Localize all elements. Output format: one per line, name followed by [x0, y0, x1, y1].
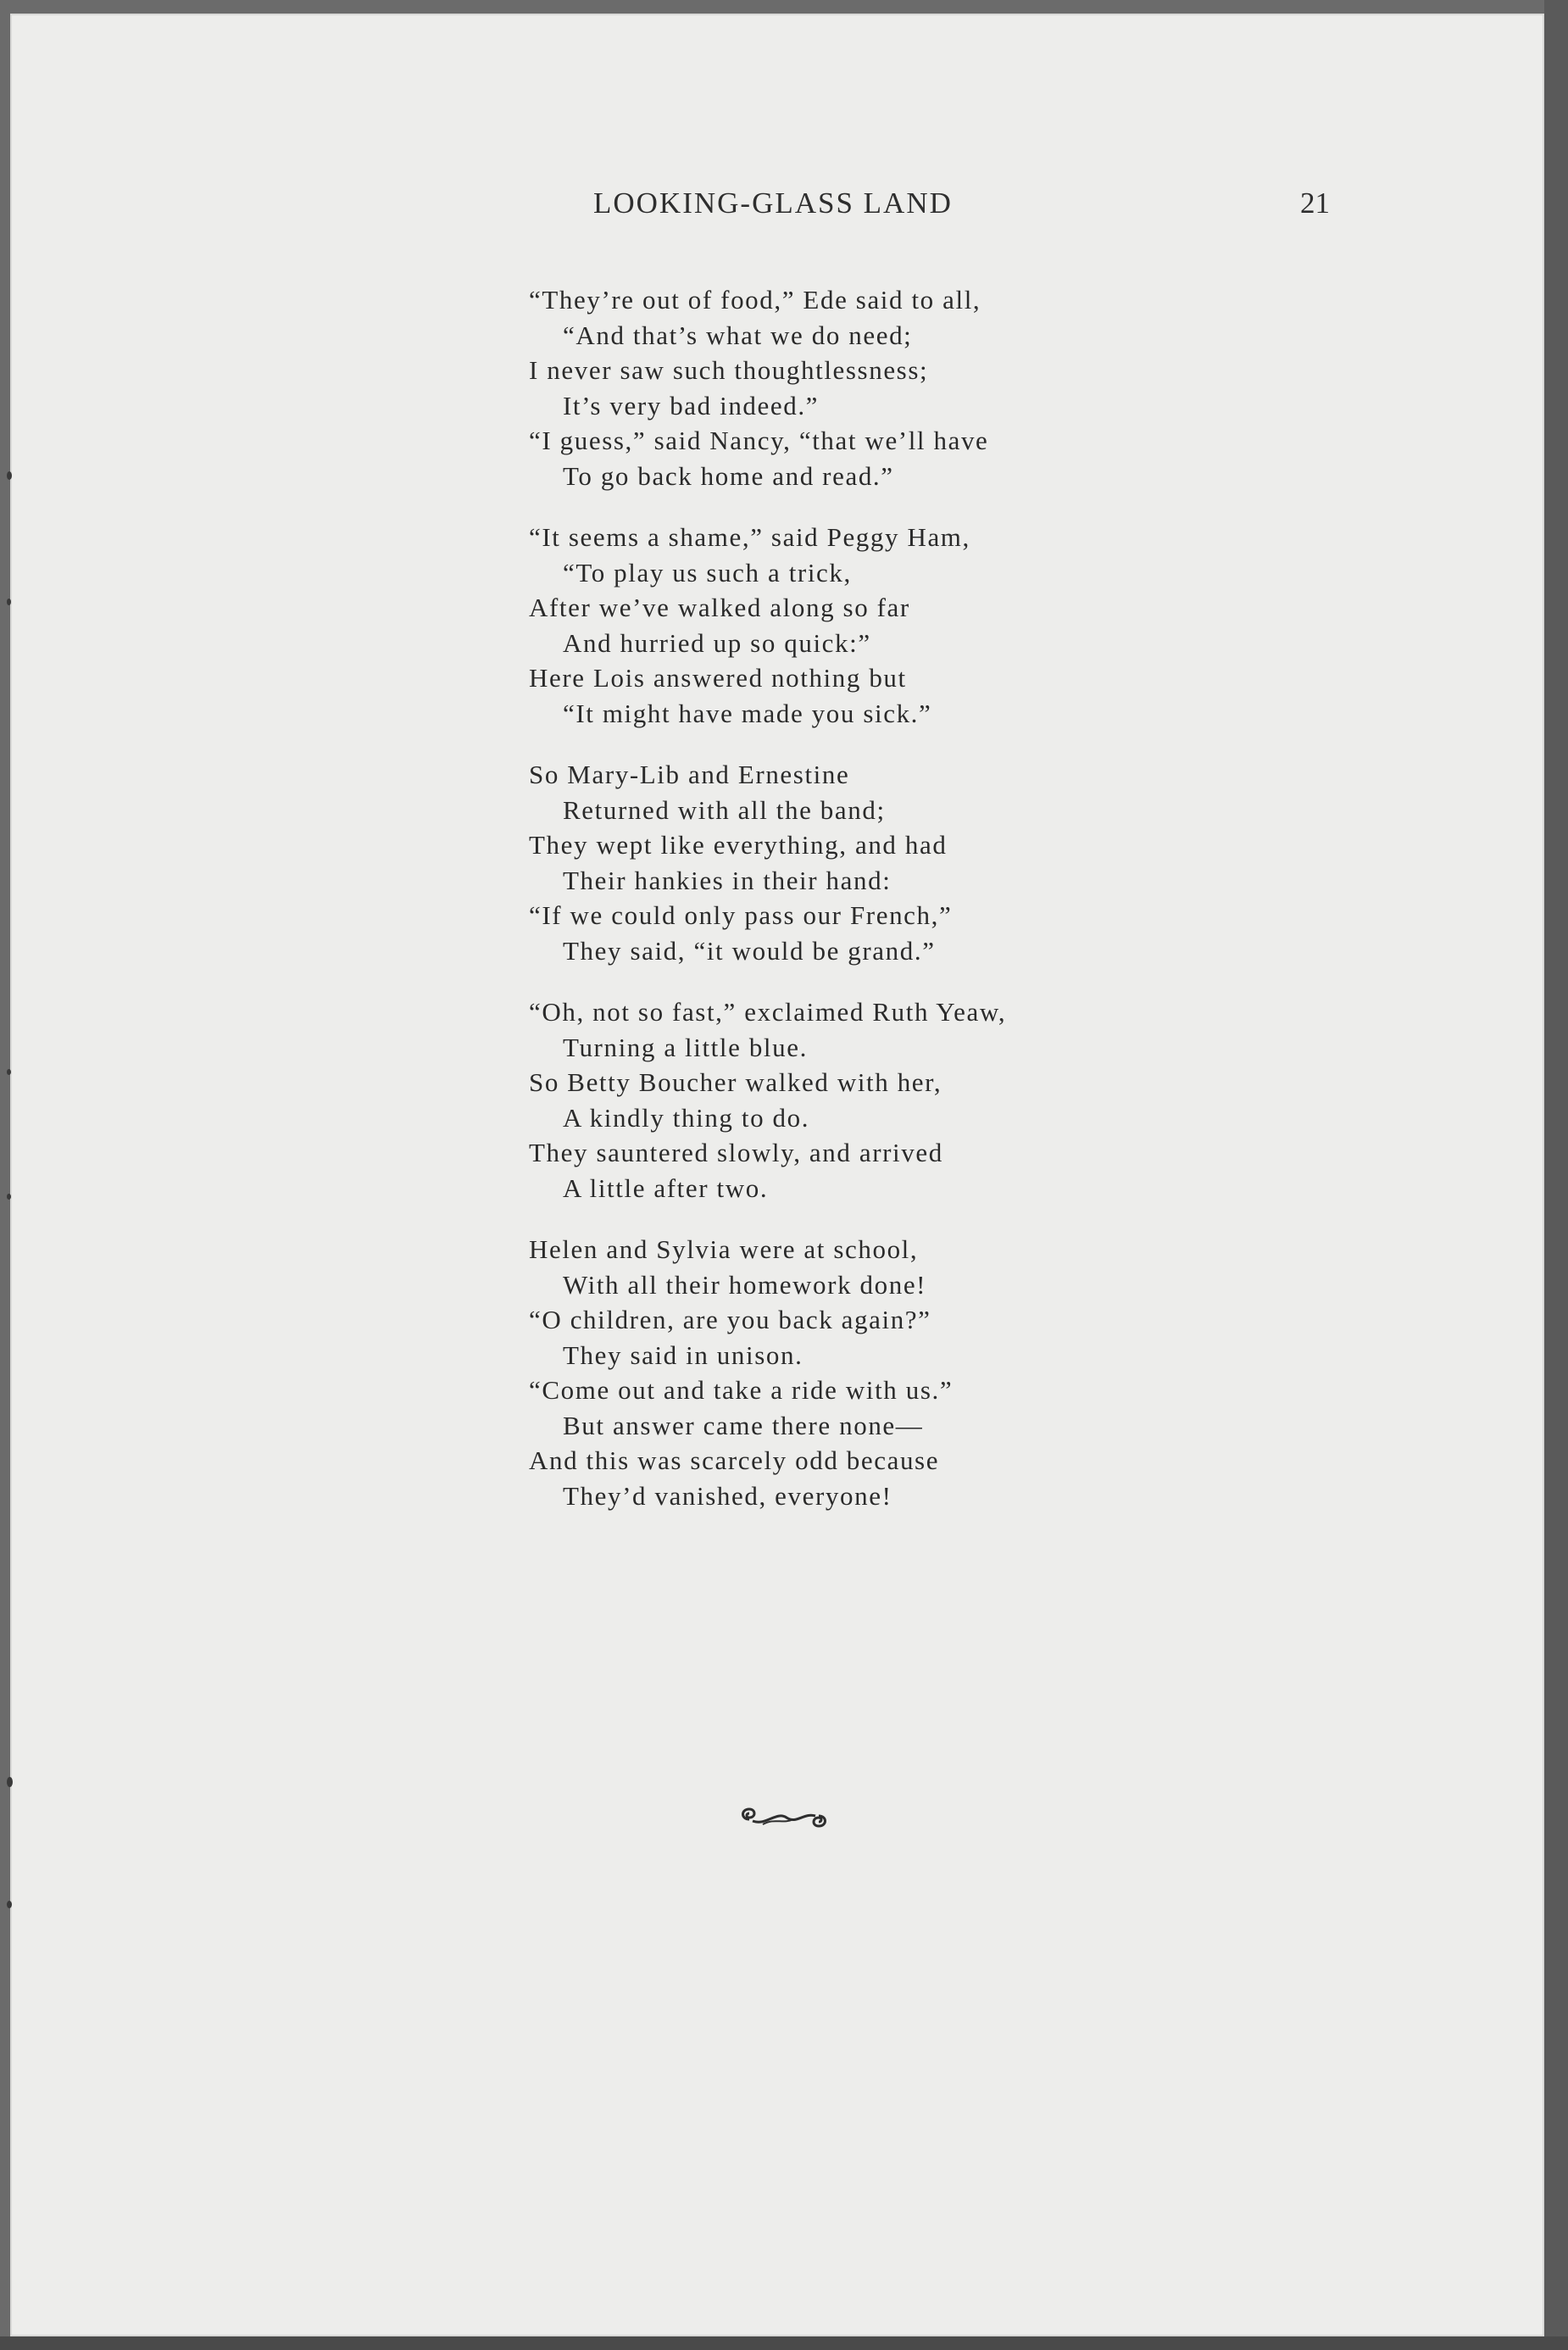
- page-number: 21: [1300, 187, 1330, 220]
- poem-line: “They’re out of food,” Ede said to all,: [529, 285, 981, 315]
- poem-line: Here Lois answered nothing but: [529, 663, 907, 693]
- scroll-flourish-icon: [737, 1801, 831, 1835]
- poem-line: And hurried up so quick:”: [563, 627, 871, 658]
- poem-line: And this was scarcely odd because: [529, 1445, 940, 1475]
- poem-line: So Mary-Lib and Ernestine: [529, 760, 850, 789]
- poem-line: “Oh, not so fast,” exclaimed Ruth Yeaw,: [529, 997, 1007, 1027]
- poem-line: I never saw such thoughtlessness;: [529, 355, 929, 385]
- poem-line: After we’ve walked along so far: [529, 593, 910, 622]
- poem-line: Turning a little blue.: [563, 1032, 808, 1062]
- stanza-1: [529, 282, 1173, 493]
- running-title: LOOKING-GLASS LAND: [593, 187, 953, 220]
- poem-line: “If we could only pass our French,”: [529, 900, 953, 930]
- poem-line: They wept like everything, and had: [529, 830, 948, 860]
- poem-line: To go back home and read.”: [563, 460, 894, 491]
- poem-line: They’d vanished, everyone!: [563, 1480, 892, 1511]
- stanza-3: [529, 757, 1173, 968]
- binding-mark: [7, 599, 11, 605]
- poem: [529, 282, 1173, 1540]
- stanza-4: [529, 994, 1173, 1206]
- poem-line: They sauntered slowly, and arrived: [529, 1138, 943, 1167]
- scan-border-right: [1544, 0, 1568, 2350]
- poem-line: “And that’s what we do need;: [563, 320, 913, 350]
- stanza-2: [529, 520, 1173, 731]
- poem-line: Their hankies in their hand:: [563, 865, 892, 895]
- poem-line: “O children, are you back again?”: [529, 1305, 931, 1334]
- poem-line: It’s very bad indeed.”: [563, 390, 820, 420]
- poem-line: They said, “it would be grand.”: [563, 935, 936, 966]
- poem-line: “I guess,” said Nancy, “that we’ll have: [529, 426, 989, 455]
- poem-line: So Betty Boucher walked with her,: [529, 1067, 942, 1097]
- binding-mark: [7, 1777, 13, 1787]
- poem-line: A kindly thing to do.: [563, 1102, 810, 1133]
- poem-line: “It seems a shame,” said Peggy Ham,: [529, 522, 970, 552]
- poem-line: They said in unison.: [563, 1339, 803, 1370]
- binding-mark: [7, 1901, 12, 1908]
- stanza-5: [529, 1232, 1173, 1513]
- poem-line: Helen and Sylvia were at school,: [529, 1234, 919, 1264]
- poem-line: “To play us such a trick,: [563, 557, 852, 588]
- poem-line: “It might have made you sick.”: [563, 698, 932, 728]
- poem-line: “Come out and take a ride with us.”: [529, 1375, 954, 1405]
- poem-line: But answer came there none—: [563, 1410, 924, 1440]
- binding-mark: [7, 1069, 11, 1075]
- scan-border-bottom: [0, 2336, 1568, 2350]
- poem-line: With all their homework done!: [563, 1269, 927, 1300]
- binding-mark: [7, 1194, 11, 1200]
- poem-line: A little after two.: [563, 1172, 769, 1203]
- binding-mark: [7, 471, 12, 480]
- poem-line: Returned with all the band;: [563, 794, 886, 825]
